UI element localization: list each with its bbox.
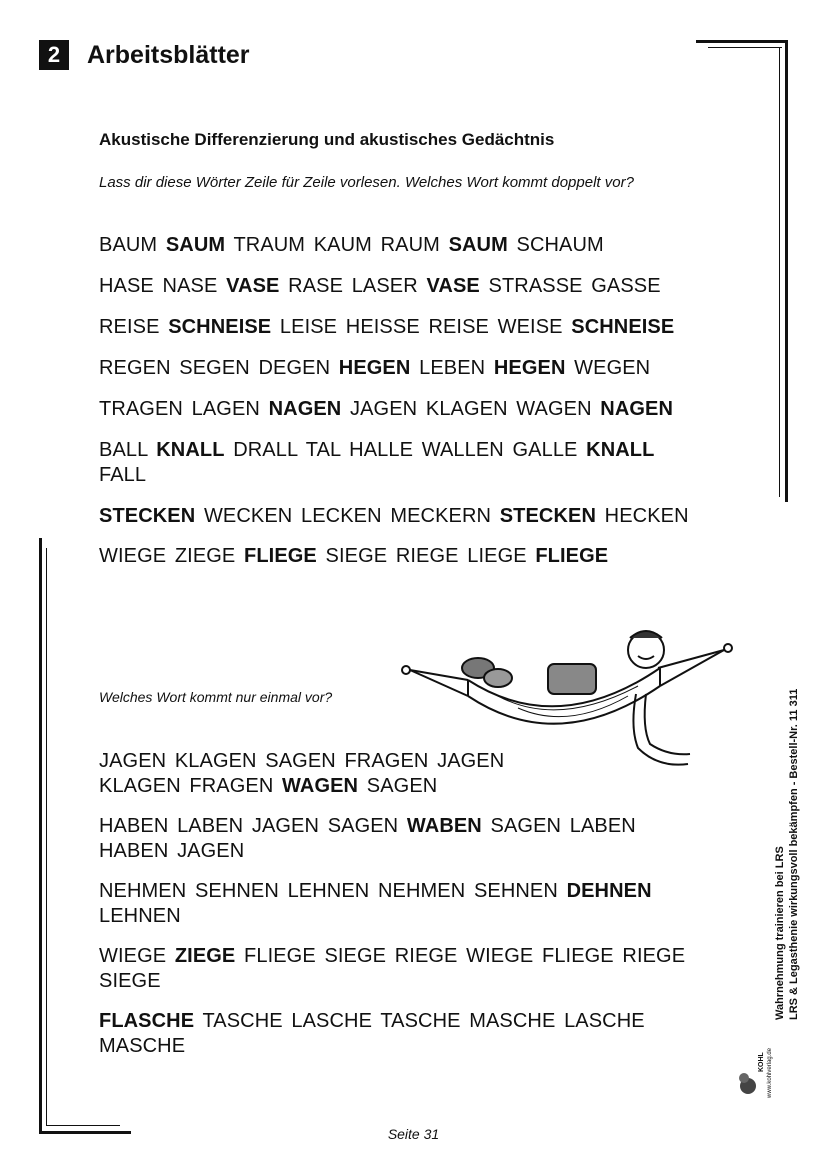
word: JAGEN (350, 398, 418, 420)
word-line (99, 274, 729, 299)
word-highlighted: WABEN (406, 815, 482, 837)
word: RIEGE (395, 545, 459, 567)
word: FRAGEN (344, 750, 429, 772)
frame-bottom-left-v2 (46, 548, 47, 1126)
word: TASCHE (380, 1010, 461, 1032)
word: HALLE (349, 439, 414, 461)
word: SIEGE (99, 970, 161, 992)
word-line (99, 544, 729, 569)
word: GALLE (512, 439, 578, 461)
chapter-number: 2 (39, 40, 69, 70)
word-highlighted: DEHNEN (566, 880, 652, 902)
word: WALLEN (421, 439, 504, 461)
publisher-url: www.kohlverlag.de (767, 1047, 773, 1098)
word: TRAGEN (99, 398, 183, 420)
publisher-name: KOHL (758, 1052, 765, 1072)
word-line (99, 749, 519, 799)
word: KAUM (313, 234, 372, 256)
word: SEGEN (179, 357, 250, 379)
word-line (99, 504, 729, 529)
word-highlighted: NAGEN (600, 398, 674, 420)
word-highlighted: SAUM (165, 234, 226, 256)
instruction-1: Lass dir diese Wörter Zeile für Zeile vorlesen. Welches Wort kommt doppelt vor? (99, 174, 634, 191)
word: WIEGE (466, 945, 534, 967)
word: WEISE (497, 316, 563, 338)
word: WECKEN (203, 505, 293, 527)
instruction-2: Welches Wort kommt nur einmal vor? (99, 689, 333, 705)
word-highlighted: HEGEN (338, 357, 411, 379)
word: SCHAUM (516, 234, 604, 256)
word: LEHNEN (287, 880, 370, 902)
word: SAGEN (265, 750, 336, 772)
word: MECKERN (390, 505, 492, 527)
word: TASCHE (202, 1010, 283, 1032)
word: SEHNEN (194, 880, 279, 902)
word: LABEN (569, 815, 636, 837)
word: MASCHE (99, 1035, 186, 1057)
word-highlighted: STECKEN (499, 505, 596, 527)
word: BAUM (99, 234, 158, 256)
word: LABEN (177, 815, 244, 837)
word-highlighted: HEGEN (493, 357, 566, 379)
word-list-2 (99, 749, 729, 1059)
word-highlighted: SCHNEISE (168, 316, 272, 338)
word: HEISSE (345, 316, 420, 338)
word: SIEGE (325, 545, 388, 567)
word: REISE (99, 316, 160, 338)
word: FLIEGE (244, 945, 316, 967)
word: WAGEN (516, 398, 592, 420)
word-line (99, 879, 709, 929)
word-highlighted: STECKEN (99, 505, 196, 527)
word: HABEN (99, 840, 169, 862)
word-highlighted: VASE (226, 275, 280, 297)
word: KLAGEN (174, 750, 257, 772)
word: STRASSE (488, 275, 583, 297)
word: SEHNEN (473, 880, 558, 902)
word-highlighted: SAUM (448, 234, 508, 256)
word: ZIEGE (174, 545, 236, 567)
word-highlighted: ZIEGE (174, 945, 236, 967)
word: SAGEN (490, 815, 562, 837)
word: HABEN (99, 815, 169, 837)
word-highlighted: VASE (426, 275, 480, 297)
word: LIEGE (467, 545, 527, 567)
word-line (99, 315, 729, 340)
word-highlighted: FLASCHE (99, 1010, 195, 1032)
word: BALL (99, 439, 148, 461)
word-line (99, 356, 729, 381)
word: NASE (162, 275, 218, 297)
word: TRAUM (233, 234, 306, 256)
word: TAL (305, 439, 341, 461)
word: LEHNEN (99, 905, 181, 927)
word-list-1 (99, 233, 729, 569)
word-highlighted: NAGEN (268, 398, 342, 420)
word-line (99, 814, 689, 864)
word: RAUM (380, 234, 440, 256)
word: FRAGEN (189, 775, 274, 797)
word: SIEGE (324, 945, 387, 967)
word: LAGEN (191, 398, 260, 420)
word: HECKEN (604, 505, 689, 527)
word: JAGEN (437, 750, 505, 772)
word-highlighted: SCHNEISE (571, 316, 675, 338)
word-line (99, 233, 729, 258)
chapter-title: Arbeitsblätter (87, 41, 250, 69)
word: SAGEN (327, 815, 399, 837)
word: JAGEN (251, 815, 320, 837)
frame-top-right-h2 (708, 47, 782, 48)
word: WEGEN (574, 357, 651, 379)
side-info (773, 689, 801, 1020)
word: RASE (288, 275, 344, 297)
frame-top-right-v2 (779, 47, 780, 497)
word-line (99, 1009, 699, 1059)
word: JAGEN (99, 750, 167, 772)
word-highlighted: WAGEN (282, 775, 359, 797)
word-line (99, 438, 709, 488)
section-heading: Akustische Differenzierung und akustisches Gedächtnis (99, 130, 555, 149)
word: RIEGE (394, 945, 458, 967)
word: REISE (428, 316, 489, 338)
word: FLIEGE (542, 945, 614, 967)
word: KLAGEN (99, 775, 181, 797)
word: REGEN (99, 357, 171, 379)
word: DRALL (233, 439, 298, 461)
word: WIEGE (99, 545, 167, 567)
side-info-line2: LRS & Legasthenie wirkungsvoll bekämpfen - Bestell-Nr. 11 311 (788, 688, 800, 1020)
word-line (99, 944, 729, 994)
word: JAGEN (177, 840, 245, 862)
word: RIEGE (622, 945, 686, 967)
word-highlighted: FLIEGE (535, 545, 609, 567)
word: LEBEN (419, 357, 486, 379)
word: NEHMEN (99, 880, 187, 902)
word-line (99, 397, 729, 422)
word: DEGEN (258, 357, 331, 379)
word: SAGEN (366, 775, 438, 797)
word: GASSE (591, 275, 661, 297)
word: NEHMEN (377, 880, 466, 902)
frame-top-right-v1 (785, 40, 788, 502)
word: LASCHE (564, 1010, 645, 1032)
word: LASCHE (291, 1010, 373, 1032)
word: FALL (99, 464, 147, 486)
word: WIEGE (99, 945, 167, 967)
word-highlighted: FLIEGE (244, 545, 317, 567)
word: LEISE (279, 316, 338, 338)
word: LASER (351, 275, 418, 297)
word-highlighted: KNALL (586, 439, 655, 461)
page-number: Seite 31 (387, 1126, 440, 1142)
side-info-line1: Wahrnehmung trainieren bei LRS (774, 846, 786, 1020)
word: LECKEN (301, 505, 382, 527)
frame-bottom-left-v1 (39, 538, 42, 1134)
word-highlighted: KNALL (156, 439, 225, 461)
word: HASE (99, 275, 154, 297)
word: MASCHE (469, 1010, 556, 1032)
frame-top-right-h1 (696, 40, 788, 43)
word: KLAGEN (425, 398, 508, 420)
